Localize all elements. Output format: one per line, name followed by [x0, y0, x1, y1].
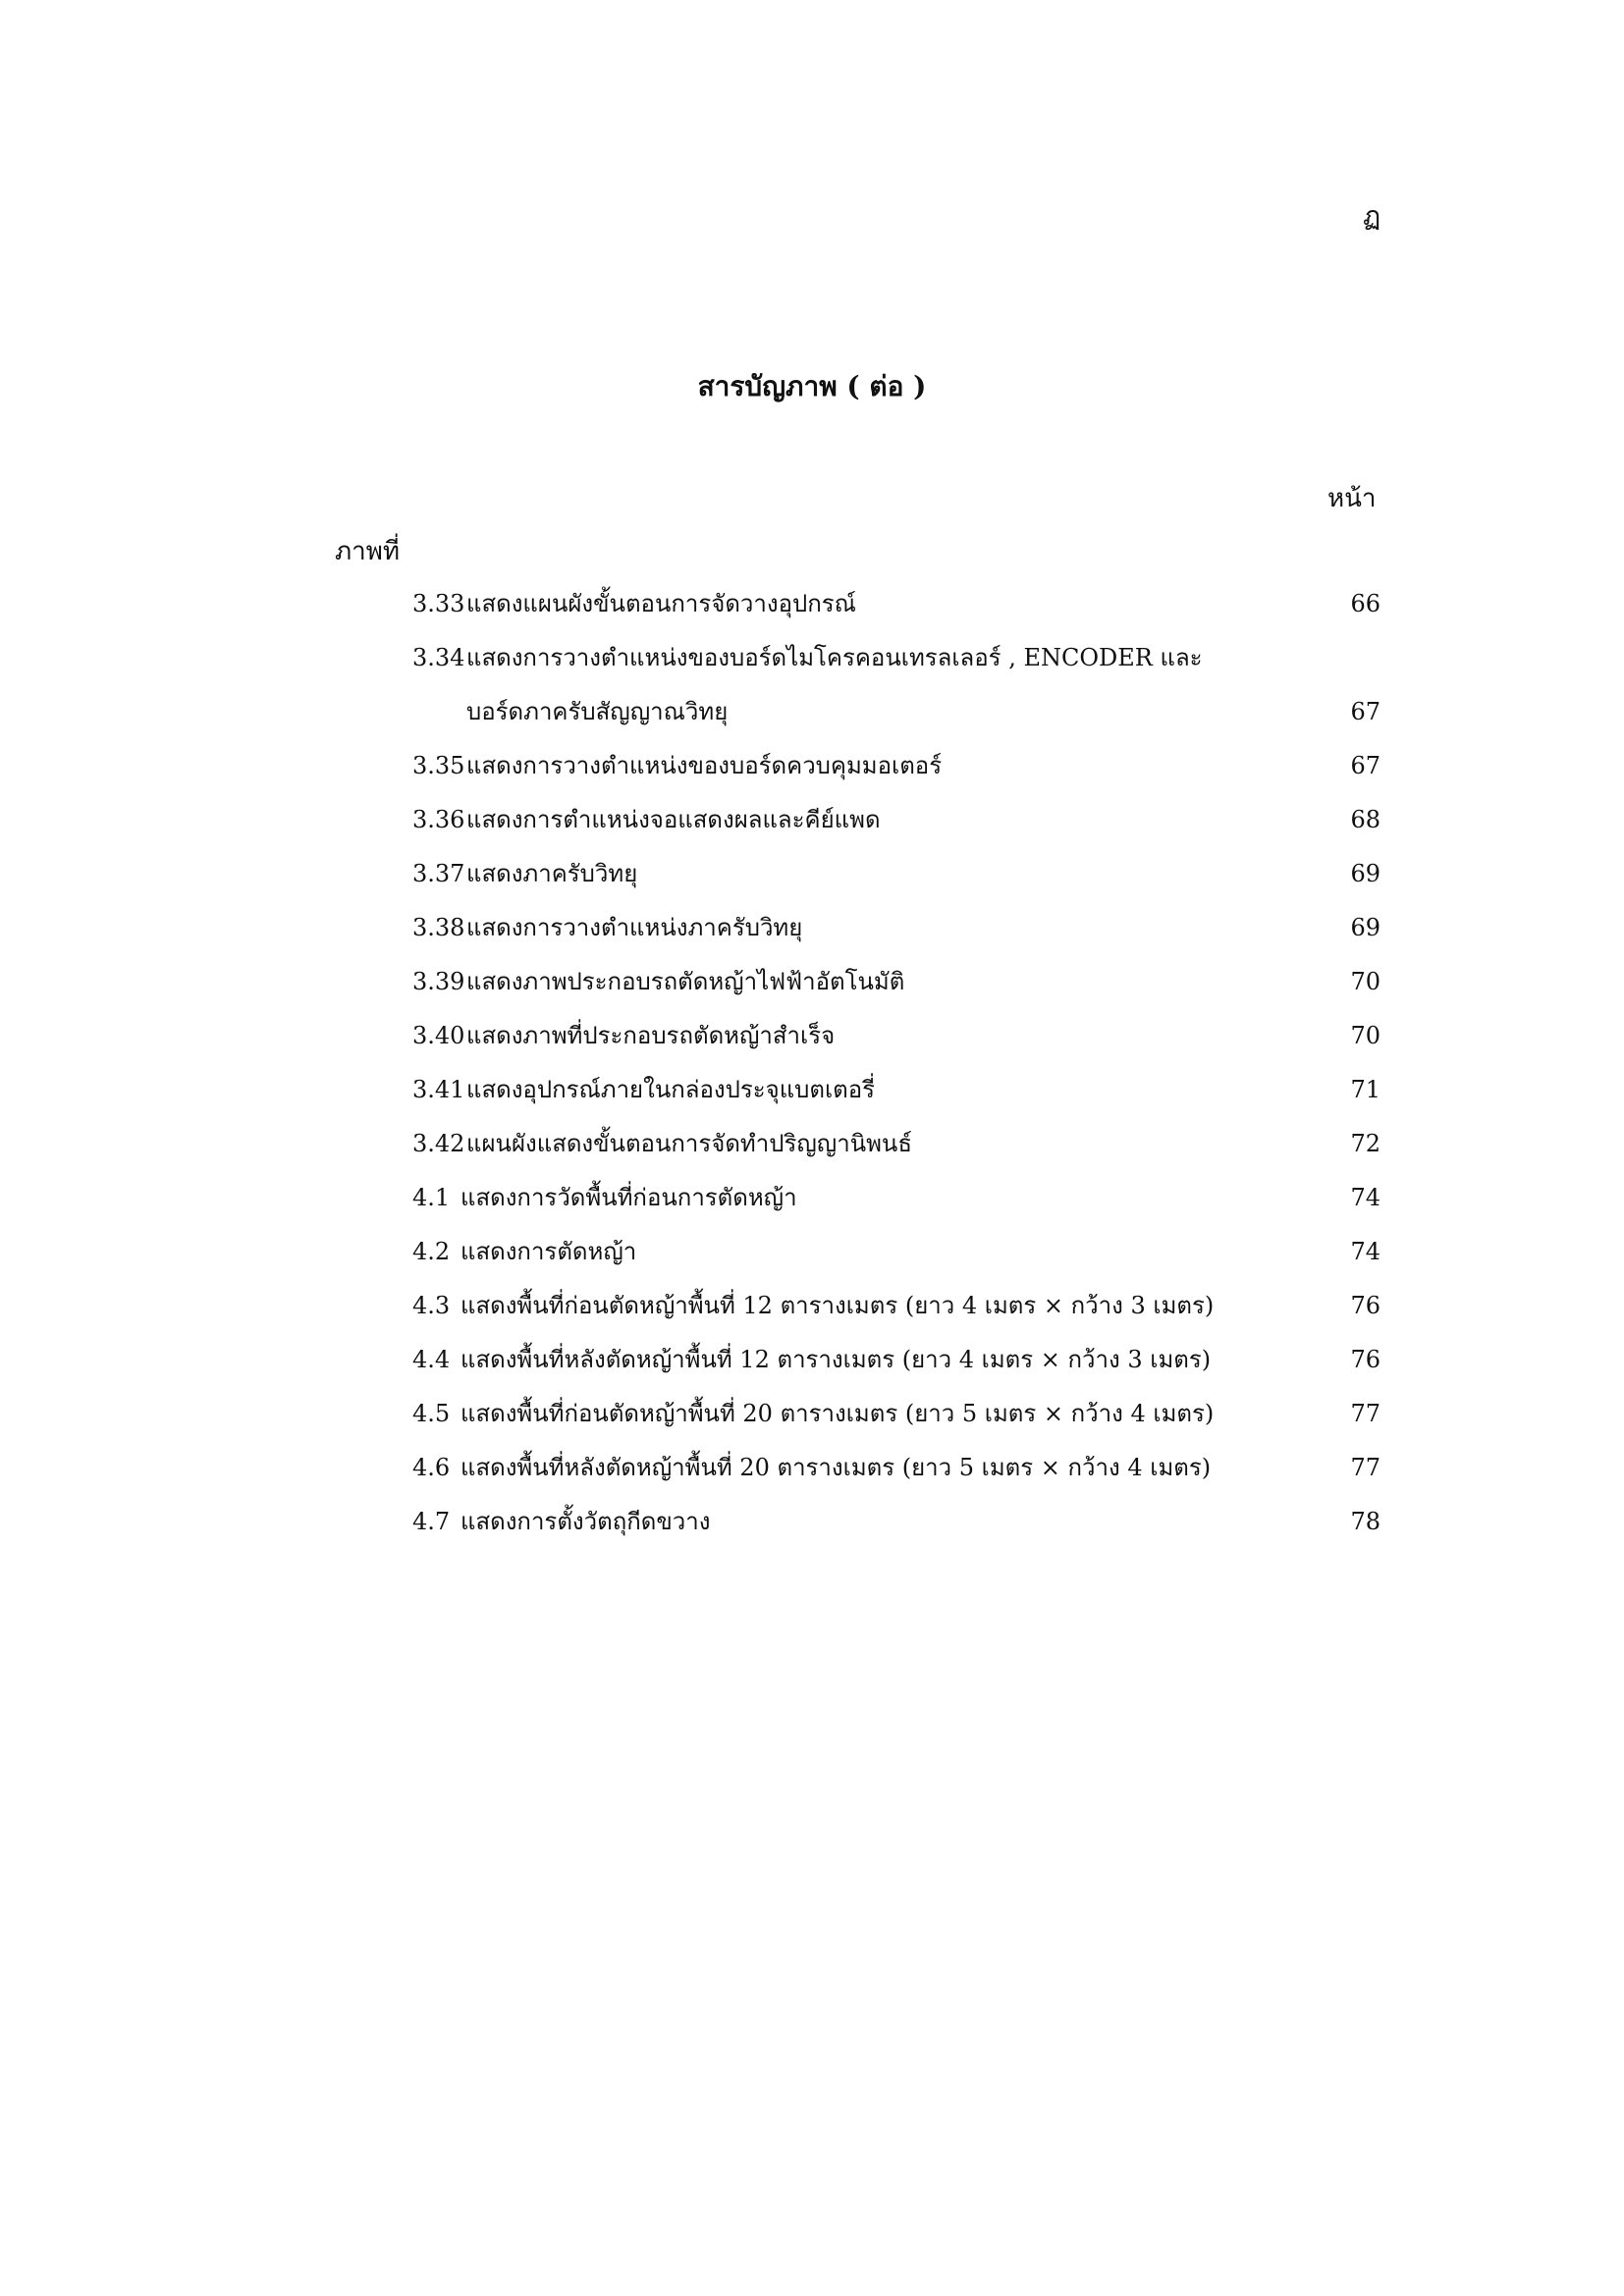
figure-caption: แสดงภาครับวิทยุ	[466, 860, 638, 887]
figure-entry-line	[0, 908, 1624, 947]
figure-number: 4.5	[412, 1400, 451, 1427]
figure-page-number: 74	[1350, 1238, 1380, 1265]
figure-entry-line	[0, 1016, 1624, 1055]
figure-caption: แสดงแผนผังขั้นตอนการจัดวางอุปกรณ์	[466, 590, 856, 617]
figure-page-number: 69	[1350, 914, 1380, 941]
figure-caption: แสดงพื้นที่หลังตัดหญ้าพื้นที่ 12 ตารางเมตร (ยาว 4 เมตร × กว้าง 3 เมตร)	[460, 1346, 1212, 1373]
figure-caption: แสดงการตัดหญ้า	[460, 1238, 637, 1265]
figure-number: 4.3	[412, 1292, 451, 1319]
figure-entry-line	[0, 1448, 1624, 1487]
figure-column-header: ภาพที่	[335, 537, 401, 566]
figure-caption: แสดงพื้นที่ก่อนตัดหญ้าพื้นที่ 20 ตารางเมตร (ยาว 5 เมตร × กว้าง 4 เมตร)	[460, 1400, 1215, 1427]
page-column-header: หน้า	[1327, 484, 1377, 513]
figure-caption: แสดงการวางตำแหน่งของบอร์ดไมโครคอนเทรลเลอร์ , ENCODER และ	[466, 644, 1203, 671]
figure-entry-line	[0, 1070, 1624, 1109]
figure-number: 3.34	[412, 644, 465, 671]
figure-number: 3.41	[412, 1076, 465, 1103]
figure-number: 4.7	[412, 1508, 451, 1535]
figure-caption: แสดงภาพที่ประกอบรถตัดหญ้าสำเร็จ	[466, 1022, 836, 1049]
figure-entry-line	[0, 1286, 1624, 1325]
figure-number: 3.33	[412, 590, 465, 617]
figure-page-number: 70	[1350, 968, 1380, 995]
figure-page-number: 69	[1350, 860, 1380, 887]
figure-page-number: 72	[1350, 1130, 1380, 1157]
page-title: สารบัญภาพ ( ต่อ )	[697, 370, 927, 402]
figure-entry-line	[0, 800, 1624, 839]
figure-number: 3.40	[412, 1022, 465, 1049]
figure-number: 3.36	[412, 806, 465, 833]
figure-caption: แผนผังแสดงขั้นตอนการจัดทำปริญญานิพนธ์	[466, 1130, 912, 1157]
figure-page-number: 68	[1350, 806, 1380, 833]
figure-caption: แสดงการตำแหน่งจอแสดงผลและคีย์แพด	[466, 806, 881, 833]
figure-page-number: 78	[1350, 1508, 1380, 1535]
figure-page-number: 74	[1350, 1184, 1380, 1211]
figure-caption: แสดงการวางตำแหน่งของบอร์ดควบคุมมอเตอร์	[466, 752, 943, 779]
figure-caption: บอร์ดภาครับสัญญาณวิทยุ	[466, 698, 729, 725]
figure-number: 4.2	[412, 1238, 451, 1265]
figure-page-number: 76	[1350, 1346, 1380, 1373]
figure-page-number: 71	[1350, 1076, 1380, 1103]
figure-page-number: 67	[1350, 752, 1380, 779]
figure-caption: แสดงอุปกรณ์ภายในกล่องประจุแบตเตอรี่	[466, 1076, 876, 1103]
figure-entry-line	[0, 1232, 1624, 1271]
figure-entry-line	[0, 1394, 1624, 1433]
figure-number: 4.4	[412, 1346, 451, 1373]
figure-caption: แสดงการวัดพื้นที่ก่อนการตัดหญ้า	[460, 1184, 797, 1211]
figure-entry-line	[0, 692, 1624, 731]
figure-caption: แสดงการตั้งวัตถุกีดขวาง	[460, 1508, 711, 1535]
figure-number: 4.1	[412, 1184, 451, 1211]
figure-number: 4.6	[412, 1454, 451, 1481]
figure-entry-line	[0, 1178, 1624, 1217]
figure-number: 3.35	[412, 752, 465, 779]
figure-page-number: 76	[1350, 1292, 1380, 1319]
figure-entry-line	[0, 962, 1624, 1001]
page-number: ฏ	[1363, 201, 1381, 232]
figure-page-number: 77	[1350, 1400, 1380, 1427]
figure-page-number: 67	[1350, 698, 1380, 725]
figure-caption: แสดงภาพประกอบรถตัดหญ้าไฟฟ้าอัตโนมัติ	[466, 968, 905, 995]
figure-number: 3.37	[412, 860, 465, 887]
figure-number: 3.42	[412, 1130, 465, 1157]
figure-caption: แสดงการวางตำแหน่งภาครับวิทยุ	[466, 914, 803, 941]
figure-page-number: 70	[1350, 1022, 1380, 1049]
figure-entry-line	[0, 1124, 1624, 1163]
figure-page-number: 66	[1350, 590, 1380, 617]
figure-entry-line	[0, 638, 1624, 677]
figure-entry-line	[0, 584, 1624, 623]
figure-caption: แสดงพื้นที่ก่อนตัดหญ้าพื้นที่ 12 ตารางเมตร (ยาว 4 เมตร × กว้าง 3 เมตร)	[460, 1292, 1215, 1319]
figure-entry-line	[0, 854, 1624, 893]
figure-entry-line	[0, 1502, 1624, 1541]
figure-entry-line	[0, 1340, 1624, 1379]
figure-caption: แสดงพื้นที่หลังตัดหญ้าพื้นที่ 20 ตารางเมตร (ยาว 5 เมตร × กว้าง 4 เมตร)	[460, 1454, 1212, 1481]
figure-number: 3.38	[412, 914, 465, 941]
figure-page-number: 77	[1350, 1454, 1380, 1481]
figure-number: 3.39	[412, 968, 465, 995]
figure-entry-line	[0, 746, 1624, 785]
